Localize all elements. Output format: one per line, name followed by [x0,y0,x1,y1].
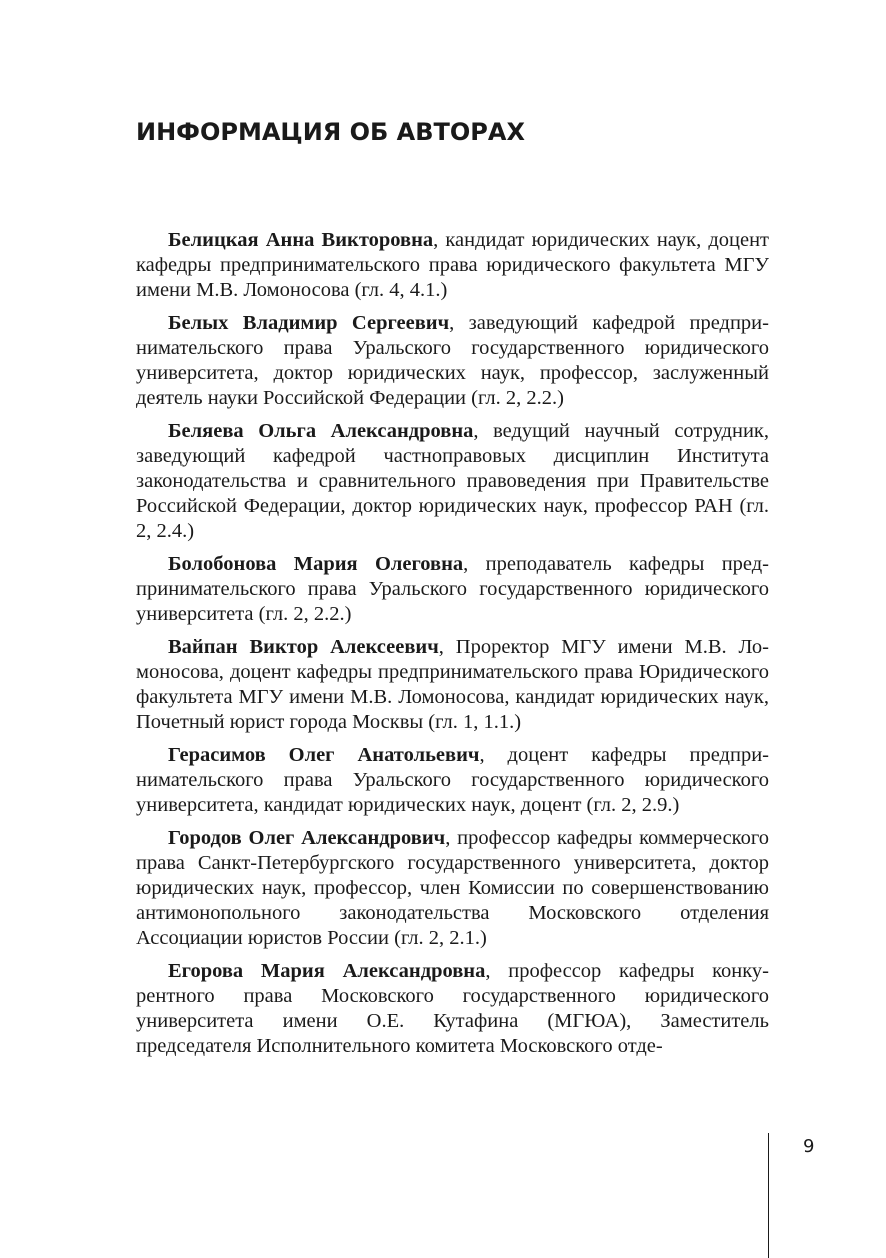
author-list [136,228,769,1067]
author-entry [136,552,769,627]
author-description: , профессор кафедры коммерческого права Санкт-Петербургского государственного университета, доктор юридических наук, профессор, член Комиссии по совершенствованию антимонопольного законодательства Московского отделения Ассоциации юристов России (гл. 2, 2.1.) [136,827,769,949]
author-entry [136,959,769,1059]
author-entry [136,635,769,735]
author-name: Беляева Ольга Александровна [168,420,474,442]
author-description: , доцент кафедры предпринимательского права Уральского государственного юридического университета, кандидат юридических наук, доцент (гл. 2, 2.9.) [136,744,769,816]
author-description: , Проректор МГУ имени М.В. Ломоносова, доцент кафедры предпринимательского права Юридического факультета МГУ имени М.В. Ломоносова, кандидат юридических наук, Почетный юрист города Москвы (гл. 1, 1.1.) [136,636,769,733]
author-entry [136,228,769,303]
author-entry [136,743,769,818]
author-name: Белых Владимир Сергеевич [168,312,450,334]
author-description: , преподаватель кафедры предпринимательского права Уральского государственного юридического университета (гл. 2, 2.2.) [136,553,769,625]
author-description: , заведующий кафедрой предпринимательского права Уральского государственного юридического университета, доктор юридических наук, профессор, заслуженный деятель науки Российской Федерации (гл. 2, 2.2.) [136,312,769,409]
author-entry [136,826,769,951]
author-name: Герасимов Олег Анатольевич [168,744,480,766]
author-entry [136,311,769,411]
author-description: , ведущий научный сотрудник, заведующий кафедрой частноправовых дисциплин Института законодательства и сравнительного правоведения при Правительстве Российской Федерации, доктор юридических наук, профессор РАН (гл. 2, 2.4.) [136,420,769,542]
author-name: Егорова Мария Александровна [168,960,486,982]
page-title: ИНФОРМАЦИЯ ОБ АВТОРАХ [136,118,525,146]
author-name: Городов Олег Александрович [168,827,446,849]
page-number: 9 [803,1136,815,1157]
author-name: Болобонова Мария Олеговна [168,553,464,575]
folio-divider [768,1133,769,1258]
author-name: Вайпан Виктор Алексеевич [168,636,439,658]
author-description: , кандидат юридических наук, доцент кафедры предпринимательского права юридического факультета МГУ имени М.В. Ломоносова (гл. 4, 4.1.) [136,229,769,301]
author-entry [136,419,769,544]
author-name: Белицкая Анна Викторовна [168,229,434,251]
author-description: , профессор кафедры конкурентного права Московского государственного юридического университета имени О.Е. Кутафина (МГЮА), Заместитель председателя Исполнительного комитета Московского отде- [136,960,769,1057]
